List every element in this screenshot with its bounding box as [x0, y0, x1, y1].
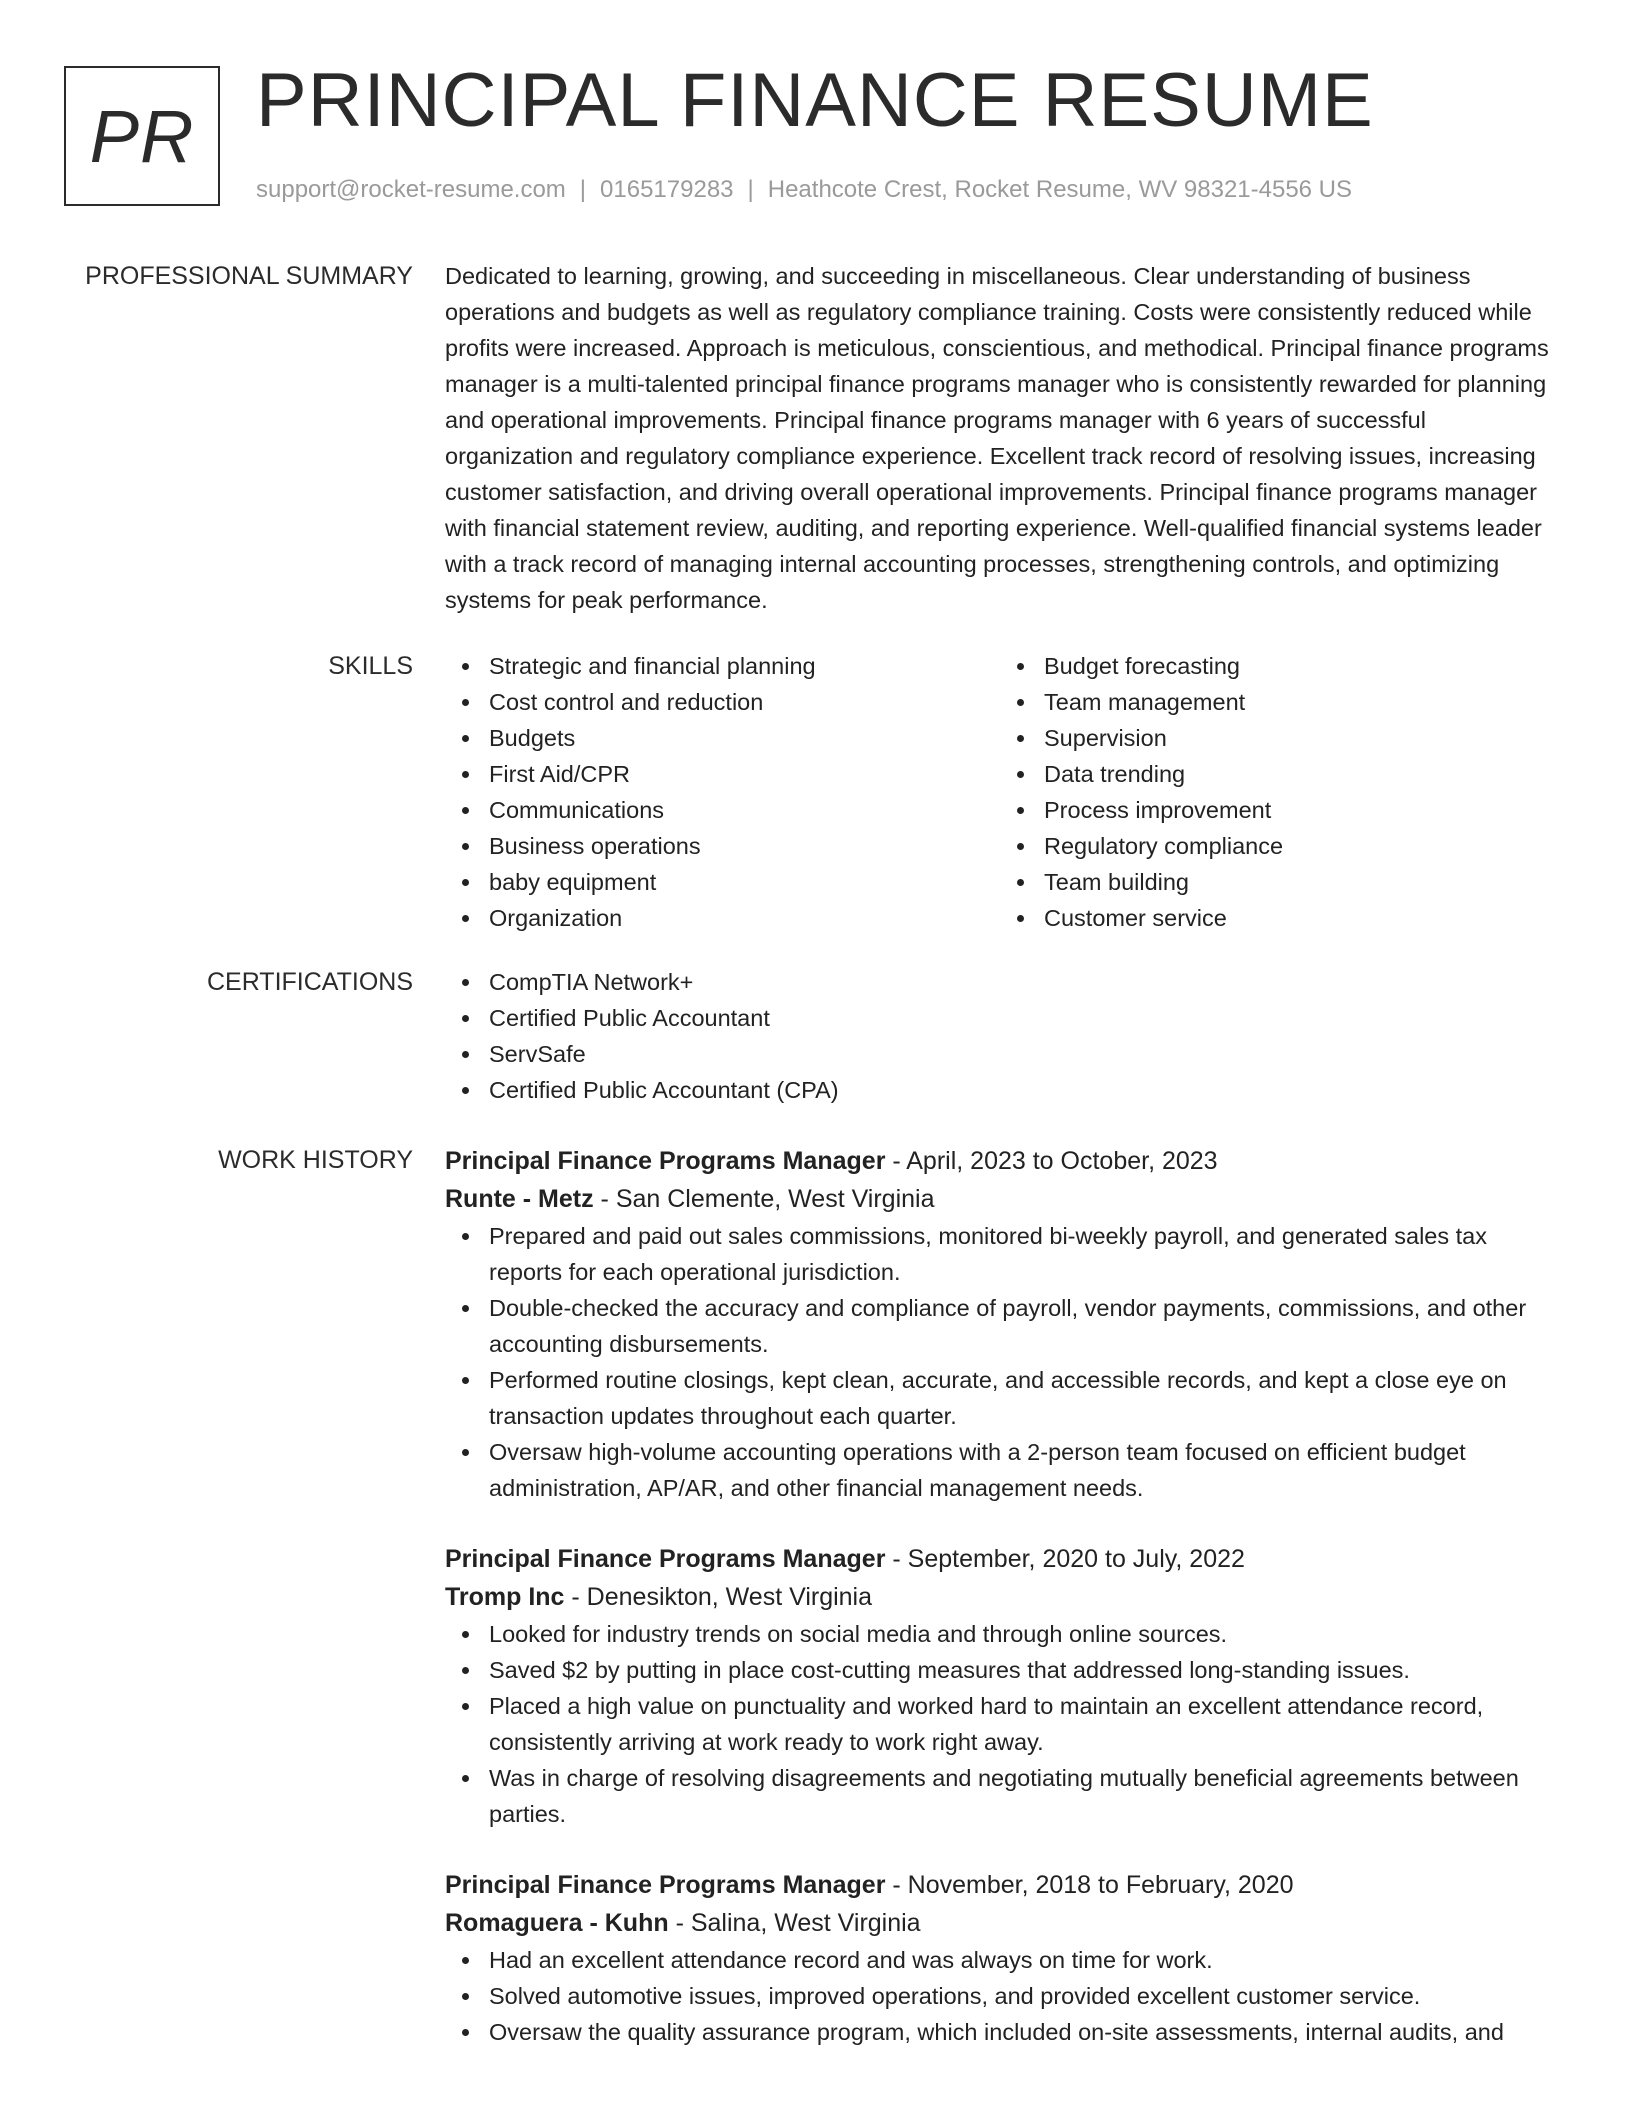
job-location: - Salina, West Virginia — [668, 1909, 921, 1937]
summary-text: Dedicated to learning, growing, and succeeding in miscellaneous. Clear understanding of business operations and budgets as well as regulatory compliance training. Costs were consistently reduced while profits were increased. Approach is meticulous, conscientious, and methodical. Principal finance programs manager is a multi-talented principal finance programs manager who is consistently rewarded for planning and operational improvements. Principal finance programs manager with 6 years of successful organization and regulatory compliance experience. Excellent track record of resolving issues, increasing customer satisfaction, and driving overall operational improvements. Principal finance programs manager with financial statement review, auditing, and reporting experience. Well-qualified financial systems leader with a track record of managing internal accounting processes, strengthening controls, and optimizing systems for peak performance. — [445, 263, 1549, 613]
job-role: Principal Finance Programs Manager — [445, 1545, 886, 1573]
job-bullet: Saved $2 by putting in place cost-cutting measures that addressed long-standing issues. — [489, 1652, 1555, 1688]
job-bullet: Had an excellent attendance record and was always on time for work. — [489, 1942, 1555, 1978]
job-bullet: Placed a high value on punctuality and worked hard to maintain an excellent attendance record, consistently arriving at work ready to work right away. — [489, 1688, 1555, 1760]
skill-item: Process improvement — [1044, 792, 1555, 828]
certification-item: ServSafe — [489, 1036, 1555, 1072]
job-company: Romaguera - Kuhn — [445, 1909, 669, 1937]
job-bullet: Performed routine closings, kept clean, accurate, and accessible records, and kept a close eye on transaction updates throughout each quarter. — [489, 1362, 1555, 1434]
skill-item: Regulatory compliance — [1044, 828, 1555, 864]
job-bullet: Double-checked the accuracy and compliance of payroll, vendor payments, commissions, and other accounting disbursements. — [489, 1290, 1555, 1362]
skills-list-right — [1000, 648, 1555, 936]
skill-item: Strategic and financial planning — [489, 648, 1000, 684]
contact-separator: | — [579, 176, 587, 203]
job-bullets — [445, 1218, 1555, 1506]
job-bullets — [445, 1942, 1555, 2050]
job-bullet: Was in charge of resolving disagreements and negotiating mutually beneficial agreements between parties. — [489, 1760, 1555, 1832]
job-bullets — [445, 1616, 1555, 1832]
skill-item: Cost control and reduction — [489, 684, 1000, 720]
job-company: Tromp Inc — [445, 1583, 565, 1611]
skill-item: Data trending — [1044, 756, 1555, 792]
job-company: Runte - Metz — [445, 1185, 594, 1213]
job-title-line — [445, 1866, 1555, 1904]
resume-title: PRINCIPAL FINANCE RESUME — [256, 58, 1374, 143]
job-bullet: Solved automotive issues, improved operations, and provided excellent customer service. — [489, 1978, 1555, 2014]
job-bullet: Oversaw high-volume accounting operations with a 2-person team focused on efficient budget administration, AP/AR, and other financial management needs. — [489, 1434, 1555, 1506]
job-company-line — [445, 1180, 1555, 1218]
job-entry — [445, 1540, 1555, 1832]
skill-item: First Aid/CPR — [489, 756, 1000, 792]
certification-item: Certified Public Accountant — [489, 1000, 1555, 1036]
skill-item: Team management — [1044, 684, 1555, 720]
job-company-line — [445, 1904, 1555, 1942]
skill-item: Team building — [1044, 864, 1555, 900]
skill-item: Supervision — [1044, 720, 1555, 756]
skill-item: Business operations — [489, 828, 1000, 864]
certification-item: CompTIA Network+ — [489, 964, 1555, 1000]
contact-line — [256, 174, 1352, 206]
job-dates: - April, 2023 to October, 2023 — [885, 1147, 1218, 1175]
certification-item: Certified Public Accountant (CPA) — [489, 1072, 1555, 1108]
contact-address: Heathcote Crest, Rocket Resume, WV 98321-4556 US — [767, 176, 1353, 203]
section-title-certifications: CERTIFICATIONS — [206, 968, 413, 996]
job-location: - Denesikton, West Virginia — [564, 1583, 873, 1611]
monogram-badge — [64, 66, 220, 206]
job-bullet: Looked for industry trends on social media and through online sources. — [489, 1616, 1555, 1652]
job-company-line — [445, 1578, 1555, 1616]
job-bullet: Prepared and paid out sales commissions, monitored bi-weekly payroll, and generated sales tax reports for each operational jurisdiction. — [489, 1218, 1555, 1290]
skill-item: baby equipment — [489, 864, 1000, 900]
job-title-line — [445, 1142, 1555, 1180]
contact-email: support@rocket-resume.com — [256, 176, 566, 203]
skill-item: Budgets — [489, 720, 1000, 756]
job-entry — [445, 1866, 1555, 2050]
skill-item: Organization — [489, 900, 1000, 936]
monogram-text: PR — [89, 94, 195, 178]
job-role: Principal Finance Programs Manager — [445, 1871, 886, 1899]
job-dates: - September, 2020 to July, 2022 — [885, 1545, 1245, 1573]
skill-item: Communications — [489, 792, 1000, 828]
job-title-line — [445, 1540, 1555, 1578]
job-role: Principal Finance Programs Manager — [445, 1147, 886, 1175]
certifications-body — [445, 964, 1555, 1108]
section-title-skills: SKILLS — [328, 652, 413, 680]
section-title-summary: PROFESSIONAL SUMMARY — [85, 262, 413, 290]
job-entry — [445, 1142, 1555, 1506]
section-title-work: WORK HISTORY — [218, 1146, 413, 1174]
contact-separator: | — [747, 176, 754, 203]
skill-item: Budget forecasting — [1044, 648, 1555, 684]
skills-list-left — [445, 648, 1000, 936]
skills-columns — [445, 648, 1555, 936]
work-history-body — [445, 1142, 1555, 2084]
job-dates: - November, 2018 to February, 2020 — [885, 1871, 1294, 1899]
job-location: - San Clemente, West Virginia — [593, 1185, 935, 1213]
certifications-list — [445, 964, 1555, 1108]
job-bullet: Oversaw the quality assurance program, which included on-site assessments, internal audits, and — [489, 2014, 1555, 2050]
contact-phone: 0165179283 — [600, 176, 734, 203]
skill-item: Customer service — [1044, 900, 1555, 936]
